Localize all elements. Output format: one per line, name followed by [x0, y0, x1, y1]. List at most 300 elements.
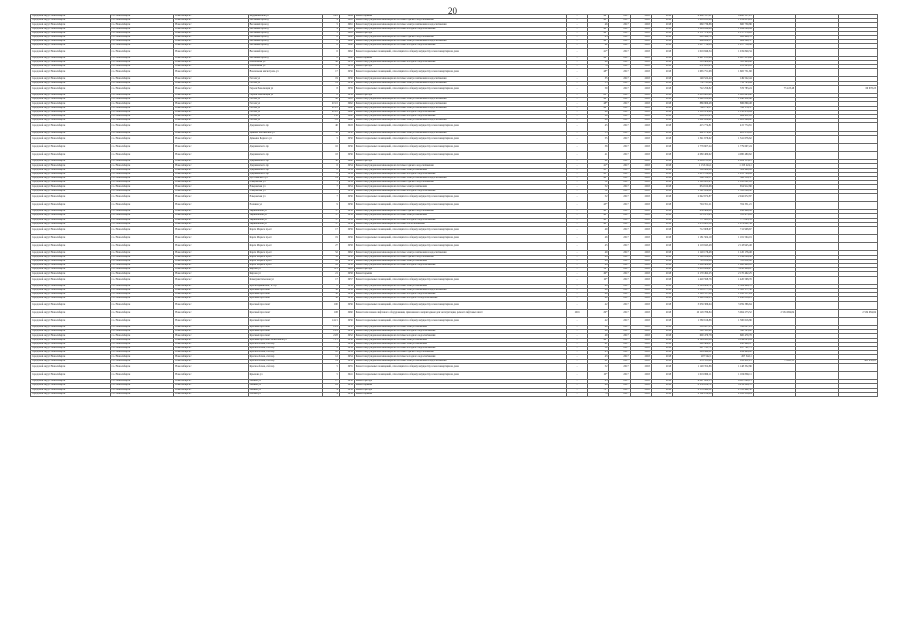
- cell-extra-3: [838, 123, 877, 131]
- cell-area: 48*: [588, 222, 609, 226]
- cell-year: 1962: [339, 102, 354, 106]
- cell-year: 1959: [339, 218, 354, 222]
- cell-end-year: 2018: [651, 347, 672, 351]
- cell-municipality: городской округ Новосибирск: [31, 342, 111, 346]
- cell-area: 48*: [588, 27, 609, 31]
- cell-settlement: г.о. Новосибирск: [110, 27, 174, 31]
- cell-year: 1956: [339, 152, 354, 160]
- cell-work-type: Ремонт внутридомовой инженерной системы холодного водоснабжения: [354, 293, 566, 297]
- cell-start-year: 2018: [630, 19, 651, 23]
- cell-street: Есенина ул: [248, 201, 322, 209]
- cell-municipality: городской округ Новосибирск: [31, 226, 111, 234]
- cell-cost-total: 1 290 814,23: [673, 297, 713, 301]
- cell-area: 35: [588, 77, 609, 81]
- cell-house: 7: [322, 185, 339, 189]
- cell-street: Дзержинского пр: [248, 160, 322, 164]
- cell-unit: -: [566, 235, 587, 243]
- cell-unit: -: [566, 65, 587, 69]
- cell-work-type: Ремонт внутридомовой инженерной системы холодного водоснабжения: [354, 114, 566, 118]
- cell-municipality: городской округ Новосибирск: [31, 264, 111, 268]
- cell-area: 10*: [588, 276, 609, 284]
- cell-district: Новосибирск г: [174, 371, 248, 379]
- cell-plan-year: 2017: [609, 259, 630, 263]
- cell-extra-1: [753, 371, 795, 379]
- cell-settlement: г.о. Новосибирск: [110, 114, 174, 118]
- cell-settlement: г.о. Новосибирск: [110, 131, 174, 135]
- cell-area: 43: [588, 380, 609, 384]
- cell-end-year: 2018: [651, 251, 672, 255]
- cell-plan-year: 2017: [609, 27, 630, 31]
- cell-house: 15а: [322, 114, 339, 118]
- cell-street: Весенний проезд: [248, 40, 322, 44]
- cell-start-year: 2018: [630, 94, 651, 98]
- cell-extra-3: [838, 48, 877, 56]
- cell-house: 14: [322, 177, 339, 181]
- cell-start-year: 2018: [630, 359, 651, 363]
- cell-house: 8: [322, 85, 339, 93]
- cell-settlement: г.о. Новосибирск: [110, 123, 174, 131]
- cell-street: Краснообская, 2-й пер: [248, 363, 322, 371]
- cell-extra-3: 69 678,23: [838, 85, 877, 93]
- cell-settlement: г.о. Новосибирск: [110, 19, 174, 23]
- cell-area: 46: [588, 235, 609, 243]
- cell-cost-part: 2 697 233,96: [713, 56, 753, 60]
- cell-street: Гоголя ул: [248, 98, 322, 102]
- cell-unit: -: [566, 60, 587, 64]
- cell-cost-total: 461 279,41: [673, 131, 713, 135]
- cell-unit: -: [566, 94, 587, 98]
- cell-area: 49: [588, 251, 609, 255]
- cell-area: 72*: [588, 388, 609, 392]
- cell-area: 48*: [588, 19, 609, 23]
- cell-district: Новосибирск г: [174, 243, 248, 251]
- cell-street: Красный проспект: [248, 334, 322, 338]
- cell-cost-part: 2 004 153,21: [713, 160, 753, 164]
- cell-district: Новосибирск г: [174, 160, 248, 164]
- cell-municipality: городской округ Новосибирск: [31, 317, 111, 325]
- cell-cost-part: 1 019 615,24: [713, 19, 753, 23]
- cell-district: Новосибирск г: [174, 235, 248, 243]
- cell-cost-total: 1 015 788,09: [673, 172, 713, 176]
- cell-cost-total: 2 137 579,28: [673, 31, 713, 35]
- cell-cost-total: 1 040 932,46: [673, 98, 713, 102]
- cell-unit: -: [566, 338, 587, 342]
- cell-cost-part: 2 137 579,28: [713, 31, 753, 35]
- cell-area: 78: [588, 65, 609, 69]
- cell-settlement: г.о. Новосибирск: [110, 210, 174, 214]
- cell-street: Весенний проезд: [248, 44, 322, 48]
- cell-end-year: 2018: [651, 152, 672, 160]
- cell-unit: -: [566, 27, 587, 31]
- cell-street: Зыряновская ул: [248, 210, 322, 214]
- cell-work-type: Ремонт крыши: [354, 272, 566, 276]
- cell-house: 5: [322, 31, 339, 35]
- cell-year: 1962: [339, 106, 354, 110]
- cell-cost-total: 654 912,66: [673, 185, 713, 189]
- cell-year: 1953: [339, 60, 354, 64]
- cell-end-year: 2018: [651, 168, 672, 172]
- cell-street: Достоевского ул: [248, 177, 322, 181]
- table-row: [31, 243, 878, 251]
- cell-house: 57: [322, 65, 339, 69]
- cell-district: Новосибирск г: [174, 317, 248, 325]
- cell-cost-total: 516 827,23: [673, 326, 713, 330]
- cell-street: Ленина ул: [248, 380, 322, 384]
- cell-unit: -: [566, 351, 587, 355]
- cell-unit: -: [566, 177, 587, 181]
- cell-plan-year: 2017: [609, 56, 630, 60]
- cell-municipality: городской округ Новосибирск: [31, 77, 111, 81]
- cell-unit: -: [566, 272, 587, 276]
- cell-unit: -: [566, 19, 587, 23]
- cell-municipality: городской округ Новосибирск: [31, 106, 111, 110]
- cell-cost-part: 669 269,37: [713, 40, 753, 44]
- cell-unit: -: [566, 347, 587, 351]
- cell-extra-3: [838, 201, 877, 209]
- cell-house: 21: [322, 272, 339, 276]
- cell-plan-year: 2017: [609, 44, 630, 48]
- cell-start-year: 2018: [630, 317, 651, 325]
- cell-start-year: 2018: [630, 380, 651, 384]
- cell-district: Новосибирск г: [174, 85, 248, 93]
- cell-house: 5: [322, 181, 339, 185]
- cell-end-year: 2018: [651, 392, 672, 396]
- cell-cost-total: 2 533 442,32: [673, 388, 713, 392]
- cell-house: 100: [322, 301, 339, 309]
- cell-cost-total: 290 469,87: [673, 342, 713, 346]
- cell-street: Карла Маркса пр-кт: [248, 235, 322, 243]
- cell-start-year: 2018: [630, 392, 651, 396]
- cell-cost-part: 660 739,86: [713, 23, 753, 27]
- cell-end-year: 2018: [651, 19, 672, 23]
- cell-settlement: г.о. Новосибирск: [110, 98, 174, 102]
- cell-work-type: Ремонт крыши: [354, 392, 566, 396]
- cell-district: Новосибирск г: [174, 77, 248, 81]
- cell-extra-2: [796, 226, 838, 234]
- cell-municipality: городской округ Новосибирск: [31, 334, 111, 338]
- cell-municipality: городской округ Новосибирск: [31, 135, 111, 143]
- table-row: [31, 392, 878, 396]
- cell-plan-year: 2017: [609, 185, 630, 189]
- cell-end-year: 2018: [651, 334, 672, 338]
- cell-street: Красный проспект: [248, 301, 322, 309]
- cell-unit: -: [566, 214, 587, 218]
- cell-extra-2: [796, 135, 838, 143]
- cell-district: Новосибирск г: [174, 330, 248, 334]
- cell-work-type: Ремонт внутридомовой инженерной системы холодного водоснабжения: [354, 27, 566, 31]
- cell-year: 1962: [339, 44, 354, 48]
- cell-district: Новосибирск г: [174, 351, 248, 355]
- cell-start-year: 2018: [630, 172, 651, 176]
- cell-unit: -: [566, 119, 587, 123]
- cell-cost-total: 566 538,57: [673, 177, 713, 181]
- cell-extra-2: [796, 243, 838, 251]
- cell-end-year: 2018: [651, 189, 672, 193]
- cell-settlement: г.о. Новосибирск: [110, 259, 174, 263]
- cell-municipality: городской округ Новосибирск: [31, 330, 111, 334]
- cell-settlement: г.о. Новосибирск: [110, 189, 174, 193]
- cell-year: 1959: [339, 214, 354, 218]
- cell-unit: -: [566, 218, 587, 222]
- cell-extra-2: [796, 201, 838, 209]
- cell-area: 48*: [588, 177, 609, 181]
- cell-municipality: городской округ Новосибирск: [31, 363, 111, 371]
- cell-end-year: 2018: [651, 102, 672, 106]
- cell-work-type: Ремонт внутридомовой инженерной системы холодного водоснабжения: [354, 172, 566, 176]
- cell-municipality: городской округ Новосибирск: [31, 392, 111, 396]
- cell-year: 1952: [339, 131, 354, 135]
- cell-municipality: городской округ Новосибирск: [31, 27, 111, 31]
- cell-unit: -: [566, 334, 587, 338]
- cell-unit: -: [566, 342, 587, 346]
- cell-cost-total: 777 065,33: [673, 218, 713, 222]
- cell-municipality: городской округ Новосибирск: [31, 288, 111, 292]
- cell-district: Новосибирск г: [174, 48, 248, 56]
- cell-year: 1956: [339, 201, 354, 209]
- cell-settlement: г.о. Новосибирск: [110, 168, 174, 172]
- cell-municipality: городской округ Новосибирск: [31, 98, 111, 102]
- cell-municipality: городской округ Новосибирск: [31, 222, 111, 226]
- cell-unit: -: [566, 164, 587, 168]
- cell-district: Новосибирск г: [174, 56, 248, 60]
- cell-street: Карла Маркса пр-кт: [248, 264, 322, 268]
- cell-work-type: Ремонт подвальных помещений, относящихся к общему имуществу в многоквартирном доме: [354, 363, 566, 371]
- cell-plan-year: 2017: [609, 168, 630, 172]
- cell-settlement: г.о. Новосибирск: [110, 359, 174, 363]
- cell-year: 1961: [339, 19, 354, 23]
- cell-district: Новосибирск г: [174, 65, 248, 69]
- cell-settlement: г.о. Новосибирск: [110, 222, 174, 226]
- cell-year: 1956: [339, 301, 354, 309]
- cell-plan-year: 2017: [609, 85, 630, 93]
- cell-municipality: городской округ Новосибирск: [31, 201, 111, 209]
- cell-year: 1962: [339, 114, 354, 118]
- cell-district: Новосибирск г: [174, 172, 248, 176]
- cell-cost-total: 2 004 153,21: [673, 160, 713, 164]
- cell-work-type: Ремонт внутридомовой инженерной системы электроснабжения и водоснабжения: [354, 40, 566, 44]
- cell-year: 1954: [339, 189, 354, 193]
- cell-unit: -: [566, 317, 587, 325]
- cell-extra-2: [796, 193, 838, 201]
- cell-plan-year: 2017: [609, 23, 630, 27]
- cell-street: Кирова ул: [248, 268, 322, 272]
- cell-plan-year: 2017: [609, 330, 630, 334]
- cell-cost-part: 1 779 607,24: [713, 143, 753, 151]
- cell-street: Карла Маркса пр-кт: [248, 226, 322, 234]
- cell-unit: -: [566, 48, 587, 56]
- cell-plan-year: 2017: [609, 214, 630, 218]
- cell-start-year: 2018: [630, 384, 651, 388]
- cell-street: Краснообская, 2-й пер: [248, 359, 322, 363]
- cell-start-year: 2018: [630, 40, 651, 44]
- cell-work-type: Ремонт внутридомовой инженерной системы горячего водоснабжения: [354, 255, 566, 259]
- cell-municipality: городской округ Новосибирск: [31, 23, 111, 27]
- cell-district: Новосибирск г: [174, 355, 248, 359]
- cell-area: 42: [588, 160, 609, 164]
- cell-cost-part: 851 265,45: [713, 65, 753, 69]
- cell-work-type: Ремонт внутридомовой инженерной системы электроснабжения и водоснабжения: [354, 77, 566, 81]
- cell-area: 49: [588, 119, 609, 123]
- cell-work-type: Ремонт внутридомовой инженерной системы электроснабжения: [354, 342, 566, 346]
- cell-start-year: 2018: [630, 214, 651, 218]
- cell-settlement: г.о. Новосибирск: [110, 85, 174, 93]
- cell-extra-2: [796, 48, 838, 56]
- cell-start-year: 2018: [630, 210, 651, 214]
- cell-cost-part: 207 542,1: [713, 355, 753, 359]
- cell-settlement: г.о. Новосибирск: [110, 293, 174, 297]
- cell-settlement: г.о. Новосибирск: [110, 351, 174, 355]
- cell-cost-total: 1 079 601,39: [673, 222, 713, 226]
- cell-unit: -: [566, 143, 587, 151]
- cell-house: 2а: [322, 264, 339, 268]
- cell-work-type: Ремонт подвальных помещений, относящихся к общему имуществу в многоквартирном доме: [354, 226, 566, 234]
- cell-year: 1956: [339, 317, 354, 325]
- cell-area: 49: [588, 60, 609, 64]
- cell-settlement: г.о. Новосибирск: [110, 371, 174, 379]
- cell-start-year: 2018: [630, 69, 651, 77]
- cell-area: 43*: [588, 201, 609, 209]
- cell-start-year: 2018: [630, 371, 651, 379]
- cell-district: Новосибирск г: [174, 388, 248, 392]
- cell-street: Карла Маркса пр-кт: [248, 259, 322, 263]
- cell-house: 42: [322, 98, 339, 102]
- cell-district: Новосибирск г: [174, 131, 248, 135]
- cell-municipality: городской округ Новосибирск: [31, 81, 111, 85]
- cell-plan-year: 2017: [609, 60, 630, 64]
- cell-municipality: городской округ Новосибирск: [31, 110, 111, 114]
- cell-cost-part: 509 960,09: [713, 168, 753, 172]
- cell-plan-year: 2017: [609, 338, 630, 342]
- cell-street: Героев Революции ул: [248, 85, 322, 93]
- cell-year: 1954: [339, 181, 354, 185]
- cell-municipality: городской округ Новосибирск: [31, 65, 111, 69]
- cell-area: 52: [588, 189, 609, 193]
- cell-end-year: 2018: [651, 330, 672, 334]
- cell-settlement: г.о. Новосибирск: [110, 301, 174, 309]
- table-row: [31, 85, 878, 93]
- cell-year: 1958: [339, 255, 354, 259]
- cell-area: 45: [588, 243, 609, 251]
- cell-year: 1956: [339, 235, 354, 243]
- cell-extra-2: [796, 363, 838, 371]
- cell-year: 1961: [339, 23, 354, 27]
- cell-work-type: Ремонт подвальных помещений, относящихся к общему имуществу в многоквартирном доме: [354, 123, 566, 131]
- cell-extra-3: [838, 152, 877, 160]
- cell-cost-total: 3 018 924,67: [673, 268, 713, 272]
- cell-cost-part: 566 538,57: [713, 177, 753, 181]
- cell-plan-year: 2017: [609, 143, 630, 151]
- cell-year: 1961: [339, 27, 354, 31]
- cell-area: 55: [588, 135, 609, 143]
- cell-end-year: 2018: [651, 297, 672, 301]
- cell-year: 1961: [339, 98, 354, 102]
- cell-house: 6: [322, 48, 339, 56]
- cell-street: Красный проспект/Вокзальная ул: [248, 338, 322, 342]
- cell-municipality: городской округ Новосибирск: [31, 268, 111, 272]
- cell-settlement: г.о. Новосибирск: [110, 143, 174, 151]
- cell-house: 6: [322, 40, 339, 44]
- cell-end-year: 2018: [651, 255, 672, 259]
- cell-cost-part: 1 019 869,11: [713, 371, 753, 379]
- cell-district: Новосибирск г: [174, 222, 248, 226]
- cell-cost-total: 1 120 001,65: [673, 181, 713, 185]
- cell-unit: -: [566, 152, 587, 160]
- cell-area: 49: [588, 330, 609, 334]
- cell-municipality: городской округ Новосибирск: [31, 143, 111, 151]
- cell-house: 4: [322, 388, 339, 392]
- cell-work-type: Ремонт внутридомовой инженерной системы электроснабжения: [354, 284, 566, 288]
- cell-house: 215/2: [322, 102, 339, 106]
- cell-district: Новосибирск г: [174, 27, 248, 31]
- cell-district: Новосибирск г: [174, 226, 248, 234]
- cell-house: 57: [322, 214, 339, 218]
- cell-municipality: городской округ Новосибирск: [31, 235, 111, 243]
- cell-area: 43: [588, 351, 609, 355]
- cell-cost-total: 1 068 400,61: [673, 264, 713, 268]
- cell-municipality: городской округ Новосибирск: [31, 114, 111, 118]
- cell-end-year: 2018: [651, 94, 672, 98]
- cell-district: Новосибирск г: [174, 218, 248, 222]
- cell-house: 17: [322, 380, 339, 384]
- cell-municipality: городской округ Новосибирск: [31, 272, 111, 276]
- cell-cost-total: 1 420 598,76: [673, 276, 713, 284]
- table-body: [31, 15, 878, 397]
- table-row: [31, 152, 878, 160]
- cell-work-type: Ремонт подвальных помещений, относящихся к общему имуществу в многоквартирном доме: [354, 48, 566, 56]
- cell-street: Гоголя ул: [248, 102, 322, 106]
- cell-work-type: Ремонт внутридомовой инженерной системы электроснабжения и водоснабжения: [354, 119, 566, 123]
- table-row: [31, 135, 878, 143]
- cell-work-type: Ремонт подвальных помещений, относящихся к общему имуществу в многоквартирном доме: [354, 301, 566, 309]
- cell-end-year: 2018: [651, 342, 672, 346]
- cell-plan-year: 2017: [609, 388, 630, 392]
- cell-cost-part: 461 279,41: [713, 131, 753, 135]
- table-row: [31, 123, 878, 131]
- cell-settlement: г.о. Новосибирск: [110, 268, 174, 272]
- cell-work-type: Ремонт подвальных помещений, относящихся к общему имуществу в многоквартирном доме: [354, 152, 566, 160]
- cell-unit: -: [566, 301, 587, 309]
- cell-end-year: 2018: [651, 131, 672, 135]
- cell-plan-year: 2017: [609, 243, 630, 251]
- cell-start-year: 2018: [630, 272, 651, 276]
- cell-extra-3: [838, 143, 877, 151]
- cell-house: 57: [322, 210, 339, 214]
- cell-plan-year: 2017: [609, 65, 630, 69]
- cell-district: Новосибирск г: [174, 201, 248, 209]
- cell-district: Новосибирск г: [174, 19, 248, 23]
- cell-extra-1: [753, 301, 795, 309]
- cell-district: Новосибирск г: [174, 255, 248, 259]
- cell-house: 8: [322, 284, 339, 288]
- cell-extra-1: [753, 392, 795, 396]
- cell-work-type: Ремонт подвальных помещений, относящихся к общему имуществу в многоквартирном доме: [354, 201, 566, 209]
- cell-district: Новосибирск г: [174, 380, 248, 384]
- cell-year: 1943: [339, 123, 354, 131]
- cell-settlement: г.о. Новосибирск: [110, 35, 174, 39]
- cell-cost-total: 826 446,76: [673, 35, 713, 39]
- cell-district: Новосибирск г: [174, 81, 248, 85]
- cell-unit: -: [566, 185, 587, 189]
- cell-cost-total: 704 351,21: [673, 201, 713, 209]
- cell-cost-total: 4 897 060,15: [673, 380, 713, 384]
- cell-unit: -: [566, 35, 587, 39]
- cell-plan-year: 2017: [609, 371, 630, 379]
- cell-cost-total: 722 259,82: [673, 85, 713, 93]
- cell-start-year: 2018: [630, 301, 651, 309]
- cell-year: 1961: [339, 31, 354, 35]
- cell-settlement: г.о. Новосибирск: [110, 135, 174, 143]
- cell-work-type: Ремонт подвальных помещений, относящихся к общему имуществу в многоквартирном доме: [354, 193, 566, 201]
